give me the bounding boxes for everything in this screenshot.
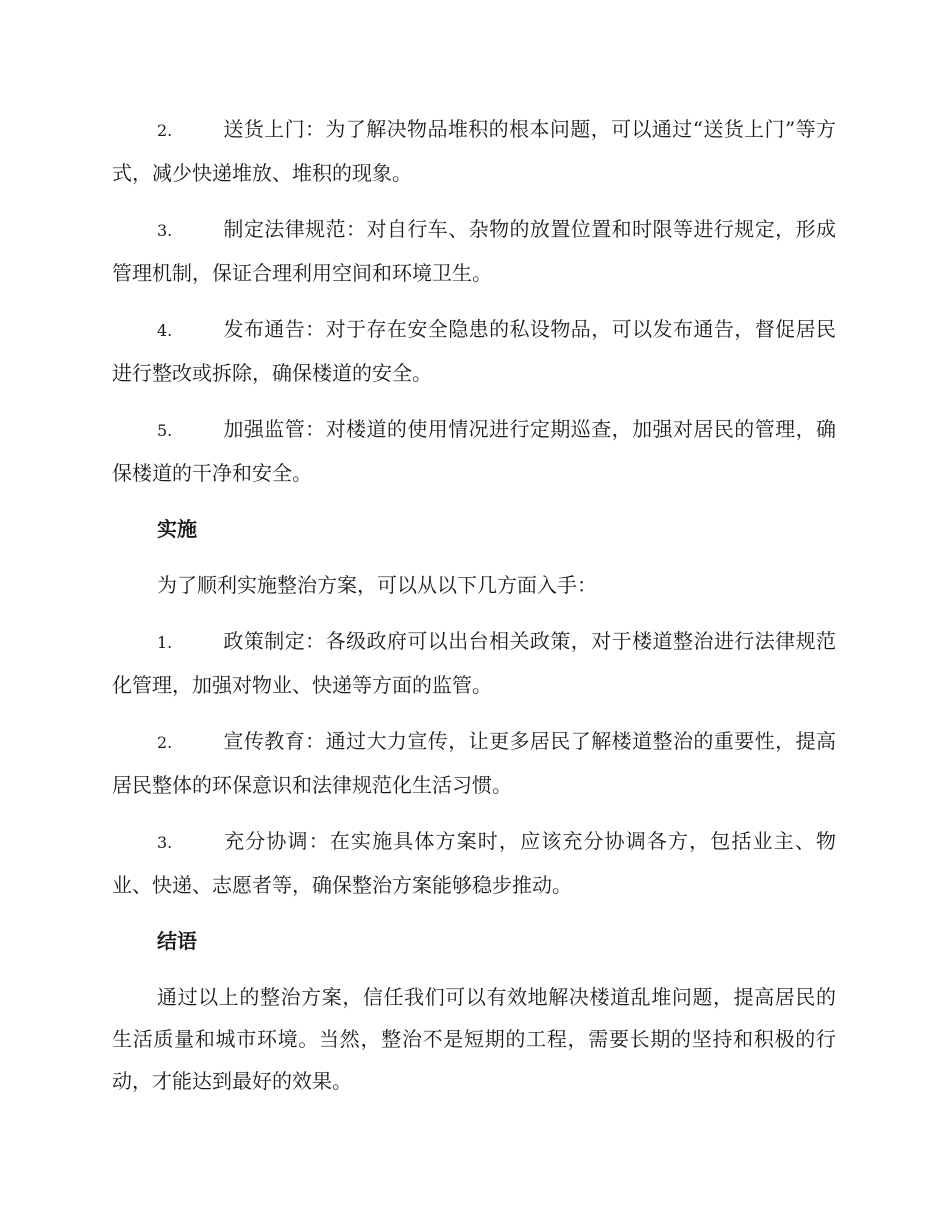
conclusion-paragraph: 通过以上的整治方案，信任我们可以有效地解决楼道乱堆问题，提高居民的生活质量和城市环境。当然，整治不是短期的工程，需要长期的坚持和积极的行动，才能达到最好的效果。 [112,985,836,1093]
list-item-text: 政策制定：各级政府可以出台相关政策，对于楼道整治进行法律规范化管理，加强对物业、快递等方面的监管。 [112,629,836,697]
section-heading-conclusion: 结语 [157,929,197,953]
list-item [112,108,836,194]
list-item-number: 4. [157,321,173,340]
list-item [112,820,836,906]
list-item-number: 3. [157,833,173,852]
list-item [112,408,836,494]
list-item-text: 宣传教育：通过大力宣传，让更多居民了解楼道整治的重要性，提高居民整体的环保意识和法律规范化生活习惯。 [112,729,836,797]
list-item [112,620,836,706]
list-item-text: 送货上门：为了解决物品堆积的根本问题，可以通过“送货上门”等方式，减少快递堆放、堆积的现象。 [112,117,836,185]
list-item-number: 3. [157,221,173,240]
list-item-number: 5. [157,421,173,440]
list-item-number: 1. [157,633,173,652]
list-item [112,208,836,294]
list-item-text: 发布通告：对于存在安全隐患的私设物品，可以发布通告，督促居民进行整改或拆除，确保楼道的安全。 [112,317,836,385]
list-item [112,308,836,394]
list-item-text: 制定法律规范：对自行车、杂物的放置位置和时限等进行规定，形成管理机制，保证合理利用空间和环境卫生。 [112,217,836,285]
list-item-text: 加强监管：对楼道的使用情况进行定期巡查，加强对居民的管理，确保楼道的干净和安全。 [112,417,836,485]
section-intro: 为了顺利实施整治方案，可以从以下几方面入手： [157,573,597,597]
list-item-text: 充分协调：在实施具体方案时，应该充分协调各方，包括业主、物业、快递、志愿者等，确保整治方案能够稳步推动。 [112,829,836,897]
list-item-number: 2. [157,121,173,140]
document-body [112,108,836,1116]
list-item [112,720,836,806]
section-heading-implementation: 实施 [157,517,197,541]
list-item-number: 2. [157,733,173,752]
